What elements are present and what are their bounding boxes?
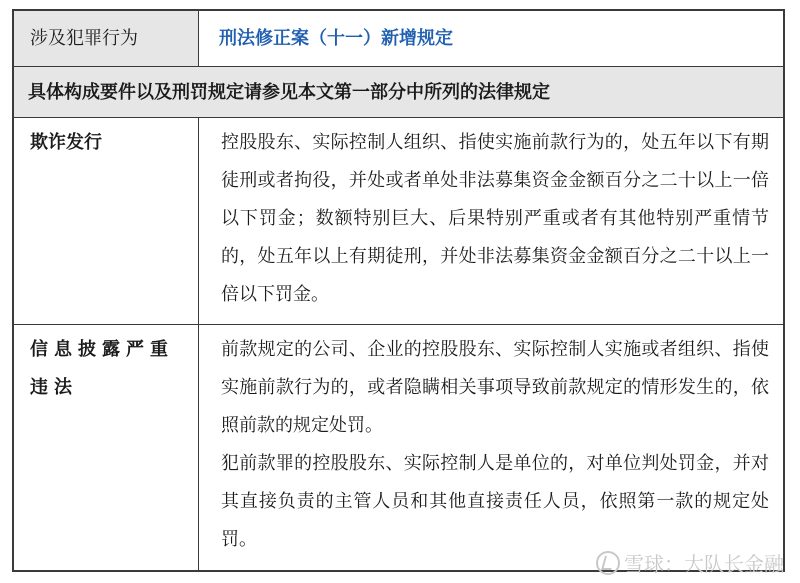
watermark bbox=[596, 548, 784, 577]
row-label: 信息披露严重违法 bbox=[14, 325, 199, 570]
watermark-text: 雪球：大队长金融 bbox=[624, 552, 784, 576]
regulation-table bbox=[12, 9, 785, 572]
row-paragraph: 控股股东、实际控制人组织、指使实施前款行为的，处五年以下有期徒刑或者拘役，并处或者单处非法募集资金金额百分之二十以上一倍以下罚金；数额特别巨大、后果特别严重或者有其他特别严重情节的，处五年以上有期徒刑，并处非法募集资金金额百分之二十以上一倍以下罚金。 bbox=[221, 132, 769, 305]
row-content bbox=[199, 118, 783, 324]
row-paragraph: 犯前款罪的控股股东、实际控制人是单位的，对单位判处罚金，并对其直接负责的主管人员和其他直接责任人员，依照第一款的规定处罚。 bbox=[221, 453, 769, 550]
table-row bbox=[14, 325, 783, 570]
table-subheader: 具体构成要件以及刑罚规定请参见本文第一部分中所列的法律规定 bbox=[14, 67, 783, 118]
header-crime-column: 涉及犯罪行为 bbox=[14, 11, 199, 66]
row-content bbox=[199, 325, 783, 570]
row-label: 欺诈发行 bbox=[14, 118, 199, 324]
table-row bbox=[14, 118, 783, 325]
header-rule-column: 刑法修正案（十一）新增规定 bbox=[199, 11, 783, 66]
table-header-row bbox=[14, 11, 783, 67]
row-paragraph: 前款规定的公司、企业的控股股东、实际控制人实施或者组织、指使实施前款行为的，或者隐瞒相关事项导致前款规定的情形发生的，依照前款的规定处罚。 bbox=[221, 339, 769, 436]
snowball-logo-icon bbox=[596, 551, 620, 575]
